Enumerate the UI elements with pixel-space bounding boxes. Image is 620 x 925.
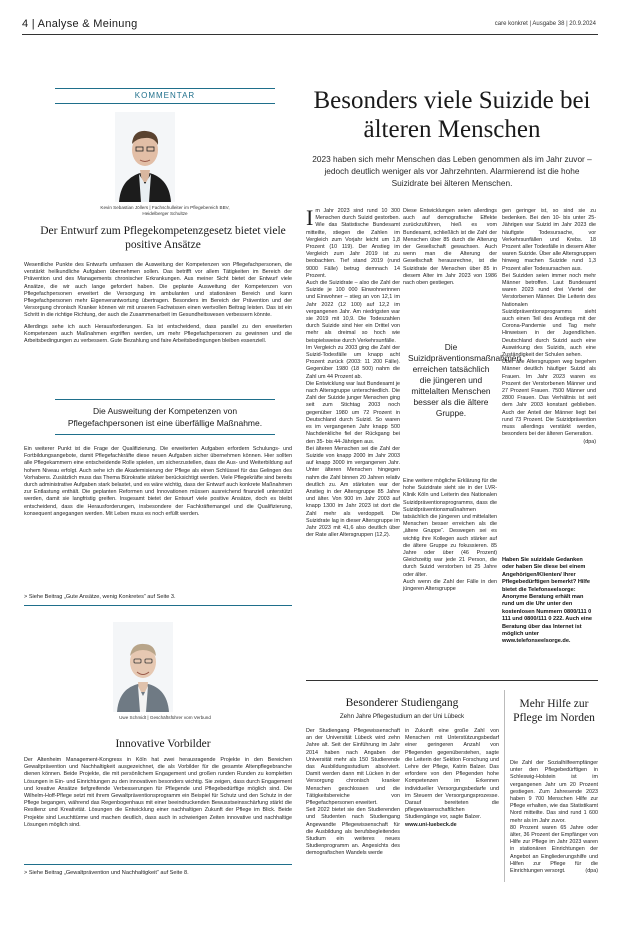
lead-column-2 bbox=[403, 208, 497, 287]
pullquote-rule-top bbox=[55, 399, 275, 400]
header-rule bbox=[22, 34, 598, 35]
lead-end-rule bbox=[306, 680, 598, 681]
norden-text: Die Zahl der Sozialhilfeempfänger unter den Pflegebedürftigen in Schleswig-Holstein ist im vergangenen Jahr um 20 Prozent gestiegen. Zum Jahresende 2023 haben 9 700 Menschen Hilfe zur Pflege erhalten, wie das Statistikamt Nord mitteilte. Das sind rund 1 600 mehr als im Jahr zuvor. 80 Prozent waren 65 Jahre oder älter, 36 Prozent der Empfänger von Hilfe zur Pflege im Jahr 2023 waren in stationären Einrichtungen der Angebot an Eingliederungshilfe und Hilfen zur Pflege für die Einrichtungen versorgt. bbox=[510, 760, 598, 875]
kommentar-paragraph-3: Ein weiterer Punkt ist die Frage der Qualifizierung. Die erweiterten Aufgaben erfordern Schulungs- und Fortbildungsangebote, damit Pflegefachkräfte diese neuen Aufgaben sicher übernehmen können. Hier sollten alle Pflegekammern eine entscheidende Rolle spielen, um sicherzustellen, dass die Aus- und Weiterbildung auf hohem Niveau erfolgt. Auch sehe ich die Akademisierung der Pflege als einen Schlüssel für das Gelingen des Vorhabens. Zusätzlich muss das Thema Bürokratie stärker berücksichtigt werden. Viele Pflegekräfte sind bereits durch administrative Aufgaben stark belastet, und es wäre wichtig, dass der Entwurf auch konkrete Maßnahmen zur Entlastung enthält. Die geplanten Reformen und Innovationen müssen ausreichend finanziell unterstützt werden, damit sie langfristig greifen. Insgesamt bietet der Entwurf viele positive Ansätze, doch es bleibt entscheidend, dass die Herausforderungen, insbesondere der Fachkräftemangel und die Qualifizierung, konsequent angegangen werden. Mit Leben muss es noch erfüllt werden. bbox=[24, 446, 292, 517]
studiengang-column-1 bbox=[306, 728, 400, 858]
kommentar-headline: Der Entwurf zum Pflegekompetenzgesetz bietet viele positive Ansätze bbox=[40, 225, 286, 251]
studiengang-link[interactable]: www.uni-luebeck.de bbox=[405, 821, 457, 828]
norden-headline: Mehr Hilfe zur Pflege im Norden bbox=[513, 698, 595, 724]
lead-author: (dpa) bbox=[583, 438, 596, 445]
portrait-icon bbox=[113, 622, 173, 712]
lead-col3-text: gen geringer ist, so sind sie zu bedenken. Bei den 10- bis unter 25-Jährigen war Suizid im Jahr 2023 die häufigste Todesursache, vor Verkehrsunfällen und Krebs. 18 Prozent aller Todesfälle in diesem Alter waren Suizide. Über alle Altersgruppen hinweg machen Suizide rund 1,3 Prozent aller Todesursachen aus. Bei Suiziden seien immer noch mehr Männer betroffen. Laut Bundesamt waren 2023 rund drei Viertel der Verstorbenen Männer. Die Leiterin des Nationalen Suizidpräventionsprogramms sieht auch einen Teil des Anstiegs mit der Corona-Pandemie und Tag mehr Hinweisen in der Jugendlichen. Deutschland durch Suizid auch eine Auswirkung des Suizids, auch eine Zuständigkeit der Schulen sehen. Über alle Altersgruppen weg begehen Männer deutlich häufiger Suizid als Frauen. Im Jahr 2023 waren es Prozent der Verstorbenen Männer und 27 Prozent Frauen. 7500 Männer und 2800 Frauen. Das Verhältnis ist seit dem Jahr 2003 konstant geblieben. Auch der Anteil der Männer liegt bei rund 73 Prozent. Die Suizidprävention muss allerdings verstärkt werden, besonders bei der älteren Generation. bbox=[502, 208, 596, 438]
lead-deck: 2023 haben sich mehr Menschen das Leben genommen als im Jahr zuvor – jedoch deutlich weniger als vor Jahrzehnten. Alarmierend ist die hohe Suizidrate bei älteren Menschen. bbox=[312, 154, 592, 188]
lead-headline: Besonders viele Suizide bei älteren Menschen bbox=[313, 87, 591, 143]
lead-pullquote: Die Suizidpräventionsmaßnahmen erreichen tatsächlich die jüngeren und mittelalten Menschen besser als die ältere Gruppe. bbox=[408, 342, 522, 418]
dropcap: I bbox=[306, 205, 314, 230]
pullquote-rule-bottom bbox=[55, 434, 275, 435]
lead-col2-text: Diese Entwicklungen seien allerdings auch auf demografische Effekte zurückzuführen, hieß es vom Bundesamt, schließlich ist die Zahl der Menschen über 85 durch die Alterung der Gesellschaft gewachsen. Auch wenn man die Alterung der Gesellschaft herausrechne, ist die Suizidrate der Menschen über 85 in diesem Alter im Jahr 2023 von 1986 nach oben gestiegen. bbox=[403, 208, 497, 287]
lead-column-2b bbox=[403, 478, 497, 593]
vorbilder-source-rule bbox=[24, 864, 292, 865]
hilfe-text: Haben Sie suizidale Gedanken oder haben Sie diese bei einem Angehörigen/Klienten/ Ihrer Pflegebedürftigen bemerkt? Hilfe bietet die Telefonseelsorge: Anonyme Beratung erhält man rund um die Uhr unter den kostenlosen Nummern 0800/111 0 111 und 0800/111 0 222. Auch eine Beratung über das Internet ist möglich unter www.telefonseelsorge.de. bbox=[502, 557, 592, 645]
vorbilder-paragraph: Der Altenheim Management-Kongress in Köln hat zwei herausragende Projekte in den Bereichen Gewaltprävention und Nachhaltigkeit ausgezeichnet, die als Vorbilder für die gesamte Altenpflegebranche dienen können. Beide Projekte, die mit persönlichem Engagement und großen runden Runden zu kompletten Lösungen in Ein- und Einrichtungen zu den innovativen besonders wichtig. Sie zeigen, dass durch Engagement und kreative Ansätze tiefgreifende Verbesserungen für Pflegende und Pflegebedürftige möglich sind. Die Wilhelm-Hoff-Pflege setzt mit ihrem Gewaltpräventionsprogramm ein Beispiel für Schutz und den Schutz in der Pflege begangen, während das Regenbogenhaus mit einer beeindruckenden Bewusstseinsschärfung stärkt die Resilienz und Kreativität. Lösungen die Entwicklung einer nachhaltigen Zukunft der Pflege im Blick. Beide Projekte sind Leuchttürme und machen deutlich, dass auch in schwierigen Zeiten innovative und nachhaltige Lösungen möglich sind. bbox=[24, 757, 292, 828]
author-caption-kommentar: Kevin Sebastian Jöllers | Fachschulleiter im Pflegebereich BBV, Heidelberger Schultze bbox=[100, 205, 230, 216]
norden-body bbox=[510, 760, 598, 875]
kommentar-body-1 bbox=[24, 262, 292, 349]
studiengang-column-2 bbox=[405, 728, 499, 829]
edition-info: care konkret | Ausgabe 38 | 20.9.2024 bbox=[494, 21, 596, 27]
column-divider bbox=[504, 690, 505, 882]
vorbilder-headline: Innovative Vorbilder bbox=[115, 738, 211, 750]
studiengang-headline: Besonderer Studiengang bbox=[345, 697, 459, 709]
lead-col2b-text: Eine weitere mögliche Erklärung für die hohe Suizidrate sieht sie in der LVR-Klinik Köln und Leiterin des Nationalen Suizidpräventionsprogramms, dass die Suizidpräventionsmaßnahmen tatsächlich die jüngeren und mittelalten Menschen besser erreichen als die „ältere Gruppe“. Deswegen sei es wichtig ihre Kollegen auch stärker auf die ältere Gruppe zu fokussieren. 85 Jahre oder über (46 Prozent) Gleichzeitig war jede 21 Person, die durch Suizid verstorben ist 25 Jahre oder älter. Auch wenn die Zahl der Fälle in den jüngeren Altersgruppe bbox=[403, 478, 497, 593]
kommentar-source[interactable]: > Siehe Beitrag „Gute Ansätze, wenig Konkretes“ auf Seite 3. bbox=[24, 594, 176, 600]
portrait-icon bbox=[115, 112, 175, 202]
lead-column-3 bbox=[502, 208, 596, 446]
lead-col1-text: m Jahr 2023 sind rund 10 300 Menschen durch Suizid gestorben. Wie das Statistische Bundesamt mitteilte, stiegen die Zahlen im Vergleich zum Vorjahr leicht um 1,8 Prozent (10 119). Der Anstieg im Vergleich zum Jahr 2019 ist zu beobachten. Tief stand 2019 (rund 9000 Fälle) betrug demnach 14 Prozent. Auch die Suizidrate – also die Zahl der Suizide je 100 000 Einwohnerinnen und Einwohner – stieg an von 12,1 im Jahr 2022 (12 100) auf 12,2 im vergangenen Jahr. Am niedrigsten war sie 2019 mit 10,9. Die Todeszahlen durch Suizide sind hier ein Drittel von mehr als dreimal so hoch wie beispielsweise durch Verkehrsunfälle. Im Vergleich zu 2003 ging die Zahl der Suizid-Todesfälle um knapp acht Prozent zurück (2003: 11 200 Fälle). Gegenüber 1980 (18 500) nahm die Zahl um 44 Prozent ab. Die Entwicklung war laut Bundesamt je nach Altersgruppe unterschiedlich. Die Zahl der Suizide junger Menschen ging seit zum Stichtag 2003 noch gegenüber 1980 um 72 Prozent in Deutschland durch Suizid. So waren es im vergangenen Jahr knapp 500 Nachdenkliche fiel der Rückgang bei den 35- bis 44-Jährigen aus. Bei älteren Menschen sei die Zahl der Suizide von knapp 2000 im Jahr 2003 auf knapp 3000 im vergangenen Jahr. Unter älteren Menschen hingegen nahm die Zahl binnen 20 Jahren relativ deutlich zu. Am stärksten war der Anstieg in der Altersgruppe 85 Jahre und älter. Von 900 im Jahr 2003 auf knapp 1300 im Jahr 2023 ist dort die Zahl mehr als verdoppelt. Die Suizidrate lag in dieser Altersgruppe im Jahr 2023 mit 41,6 also deutlich über der Rate aller Altersgruppen (12,2). bbox=[306, 208, 400, 539]
kommentar-body-2 bbox=[24, 446, 292, 522]
kommentar-label: KOMMENTAR bbox=[134, 91, 196, 100]
kommentar-pullquote: Die Ausweitung der Kompetenzen von Pflegefachpersonen ist eine überfällige Maßnahme. bbox=[67, 406, 263, 428]
norden-author: (dpa) bbox=[585, 868, 598, 875]
kommentar-end-rule bbox=[24, 605, 292, 606]
kommentar-rule-top bbox=[55, 88, 275, 89]
kommentar-rule-bottom bbox=[55, 103, 275, 104]
page-section-label: 4 | Analyse & Meinung bbox=[22, 18, 138, 30]
studiengang-col1-text: Der Studiengang Pflegewissenschaft an der Universität Lübeck wird zehn Jahre alt. Seit der Einführung im Jahr 2014 haben nach Angaben der Universität mehr als 150 Studierende das Ausbildungsstudium absolviert. Damit werden dann mit Lücken in der Versorgung chronisch kranker Menschen geschlossen und die Tätigkeitsbereiche von Pflegefachpersonen erweitert. Seit 2022 bietet sie den Studierenden und Studenten nach Studiengang Angewandte Pflegewissenschaft für die Ausbildung als berufsbegleitendes Studium ein weiteres neues Studienprogramm an. Angesichts des demografischen Wandels werde bbox=[306, 728, 400, 857]
author-photo-vorbilder bbox=[113, 622, 173, 712]
lead-column-1 bbox=[306, 205, 400, 539]
author-caption-vorbilder: Uwe Schmidt | Geschäftsführer vom Verbund bbox=[119, 715, 211, 720]
vorbilder-body bbox=[24, 757, 292, 833]
author-photo-kommentar bbox=[115, 112, 175, 202]
hilfe-box bbox=[502, 557, 596, 646]
vorbilder-source[interactable]: > Siehe Beitrag „Gewaltprävention und Nachhaltigkeit“ auf Seite 8. bbox=[24, 870, 189, 876]
studiengang-subline: Zehn Jahre Pflegestudium an der Uni Lübeck bbox=[339, 713, 465, 720]
kommentar-paragraph-1: Wesentliche Punkte des Entwurfs umfassen die Ausweitung der Kompetenzen von Pflegefachpersonen, die verstärkt heilkundliche Aufgaben übernehmen sollen. Das betrifft vor allem Tätigkeiten im Bereich der Prävention und des Managements chronischer Erkrankungen. Aus meiner Sicht bietet der Entwurf viele Ansätze, die wir auch lange gefordert haben. Die geplante Ausweitung der Kompetenzen von Pflegefachpersonen erweitert die Versorgung im ambulanten und stationären Bereich und kann Pflegefachpersonen mehr Eigenverantwortung übertragen. Besonders im Bereich der Prävention und der Versorgung chronisch Kranker können wir mit unseren Fachwissen einen wertvollen Beitrag leisten. Das ist ein Schritt in die richtige Richtung, der auch die Zusammenarbeit im Gesundheitswesen verbessern könnte. bbox=[24, 262, 292, 319]
studiengang-col2-text: in Zukunft eine große Zahl von Menschen mit Unterstützungsbedarf einer geringeren Anzahl von Pflegenden gegenüberstehen, sagte die Leiterin der Sektion Forschung und Lehre der Pflege, Katrin Balzer. Das erfordere von den Pflegenden hohe Kompetenzen im Erkennen individueller Versorgungsbedarfe und im Steuern der Versorgungsprozesse. Darauf bereiteten die pflegewissenschaftlichen Studiengänge vor, sagte Balzer. bbox=[405, 728, 499, 821]
kommentar-paragraph-2: Allerdings sehe ich auch Herausforderungen. Es ist entscheidend, dass parallel zu den erweiterten Kompetenzen auch Maßnahmen ergriffen werden, um mehr Pflegefachpersonen zu gewinnen und die Arbeitsbedingungen zu verbessern. Gute Bezahlung und faire Arbeitsbedingungen bleiben essenziell. bbox=[24, 323, 292, 345]
